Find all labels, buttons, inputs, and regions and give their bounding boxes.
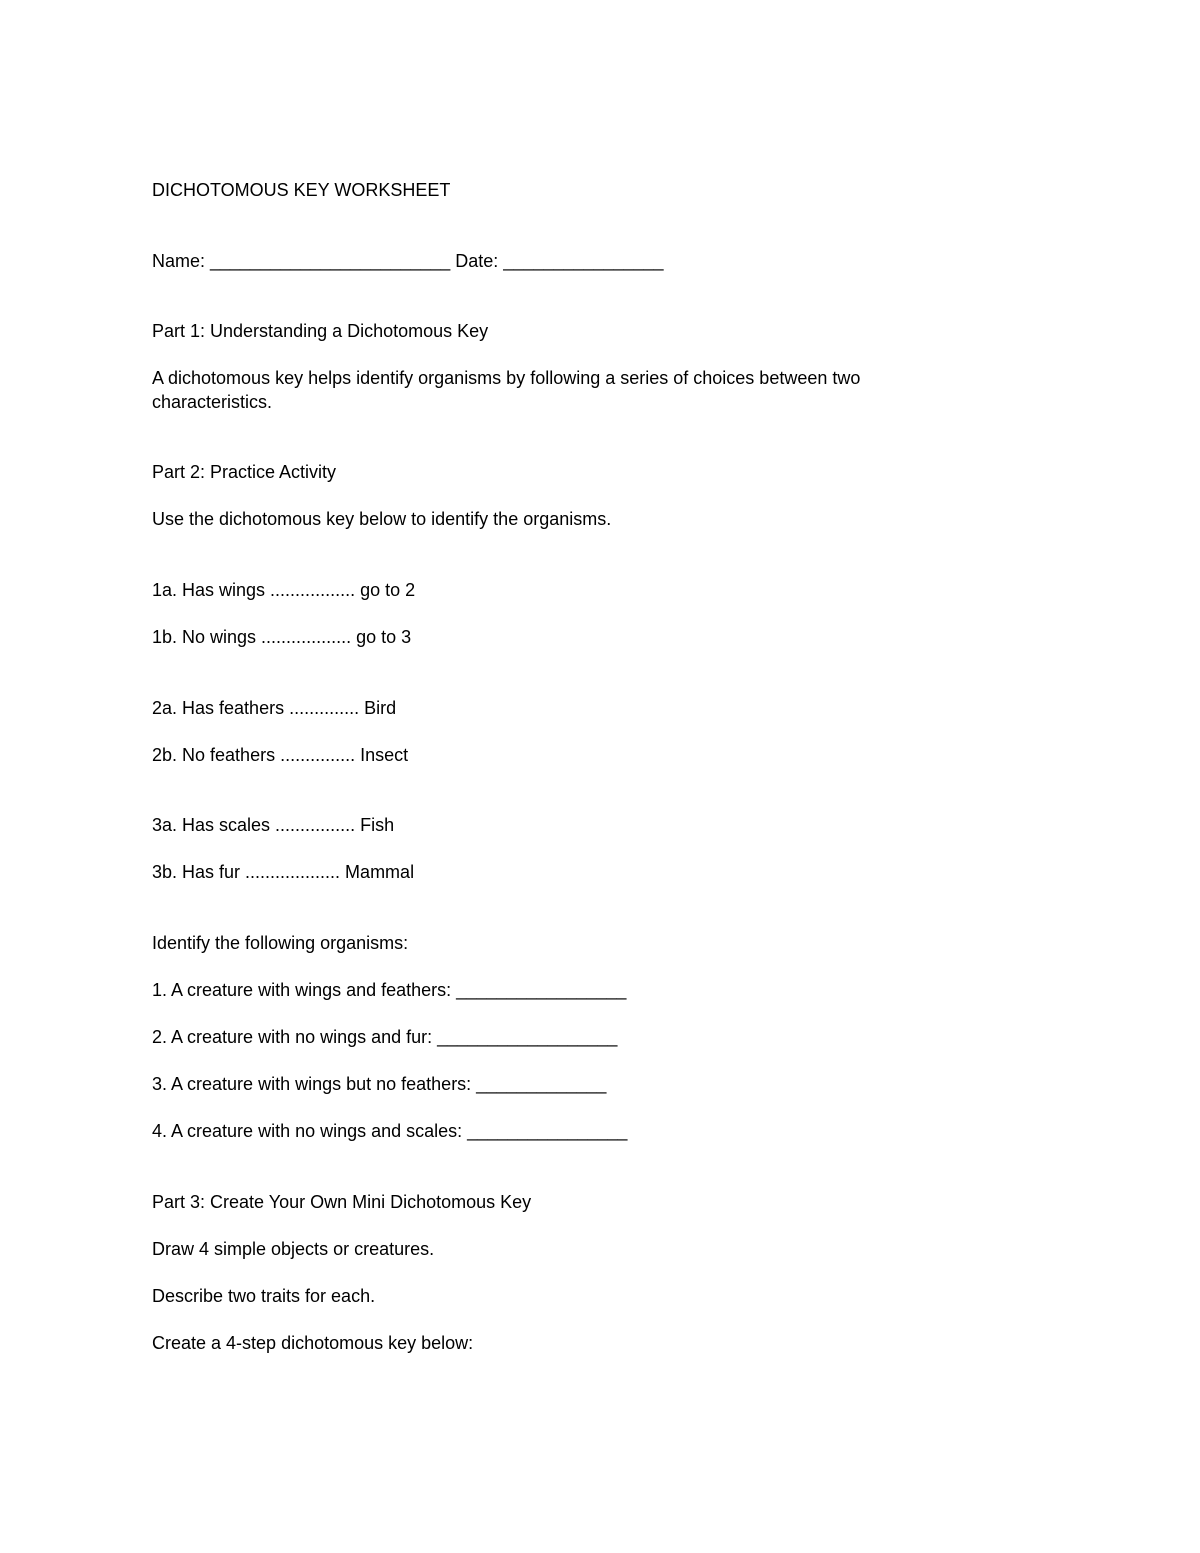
key-step-3a: 3a. Has scales ................ Fish [152,815,395,835]
part2-instruction: Use the dichotomous key below to identify the organisms. [152,509,612,529]
key-step-1a: 1a. Has wings ................. go to 2 [152,580,416,600]
name-date-line: Name: ________________________ Date: ________________ [152,251,664,271]
document-title: DICHOTOMOUS KEY WORKSHEET [152,180,451,200]
key-step-2b: 2b. No feathers ............... Insect [152,745,409,765]
part2-heading: Part 2: Practice Activity [152,462,337,482]
question-1: 1. A creature with wings and feathers: _________________ [152,980,627,1000]
key-step-1b: 1b. No wings .................. go to 3 [152,627,412,647]
key-step-2a: 2a. Has feathers .............. Bird [152,698,397,718]
part1-heading: Part 1: Understanding a Dichotomous Key [152,321,489,341]
question-4: 4. A creature with no wings and scales: ________________ [152,1121,628,1141]
key-step-3b: 3b. Has fur ................... Mammal [152,862,415,882]
part3-step-1: Draw 4 simple objects or creatures. [152,1239,435,1259]
question-3: 3. A creature with wings but no feathers: _____________ [152,1074,607,1094]
part3-step-3: Create a 4-step dichotomous key below: [152,1333,474,1353]
identify-heading: Identify the following organisms: [152,933,409,953]
question-2: 2. A creature with no wings and fur: __________________ [152,1027,618,1047]
part3-heading: Part 3: Create Your Own Mini Dichotomous Key [152,1192,532,1212]
part1-text: A dichotomous key helps identify organisms by following a series of choices between two characteristics. [152,368,861,412]
part3-step-2: Describe two traits for each. [152,1286,376,1306]
